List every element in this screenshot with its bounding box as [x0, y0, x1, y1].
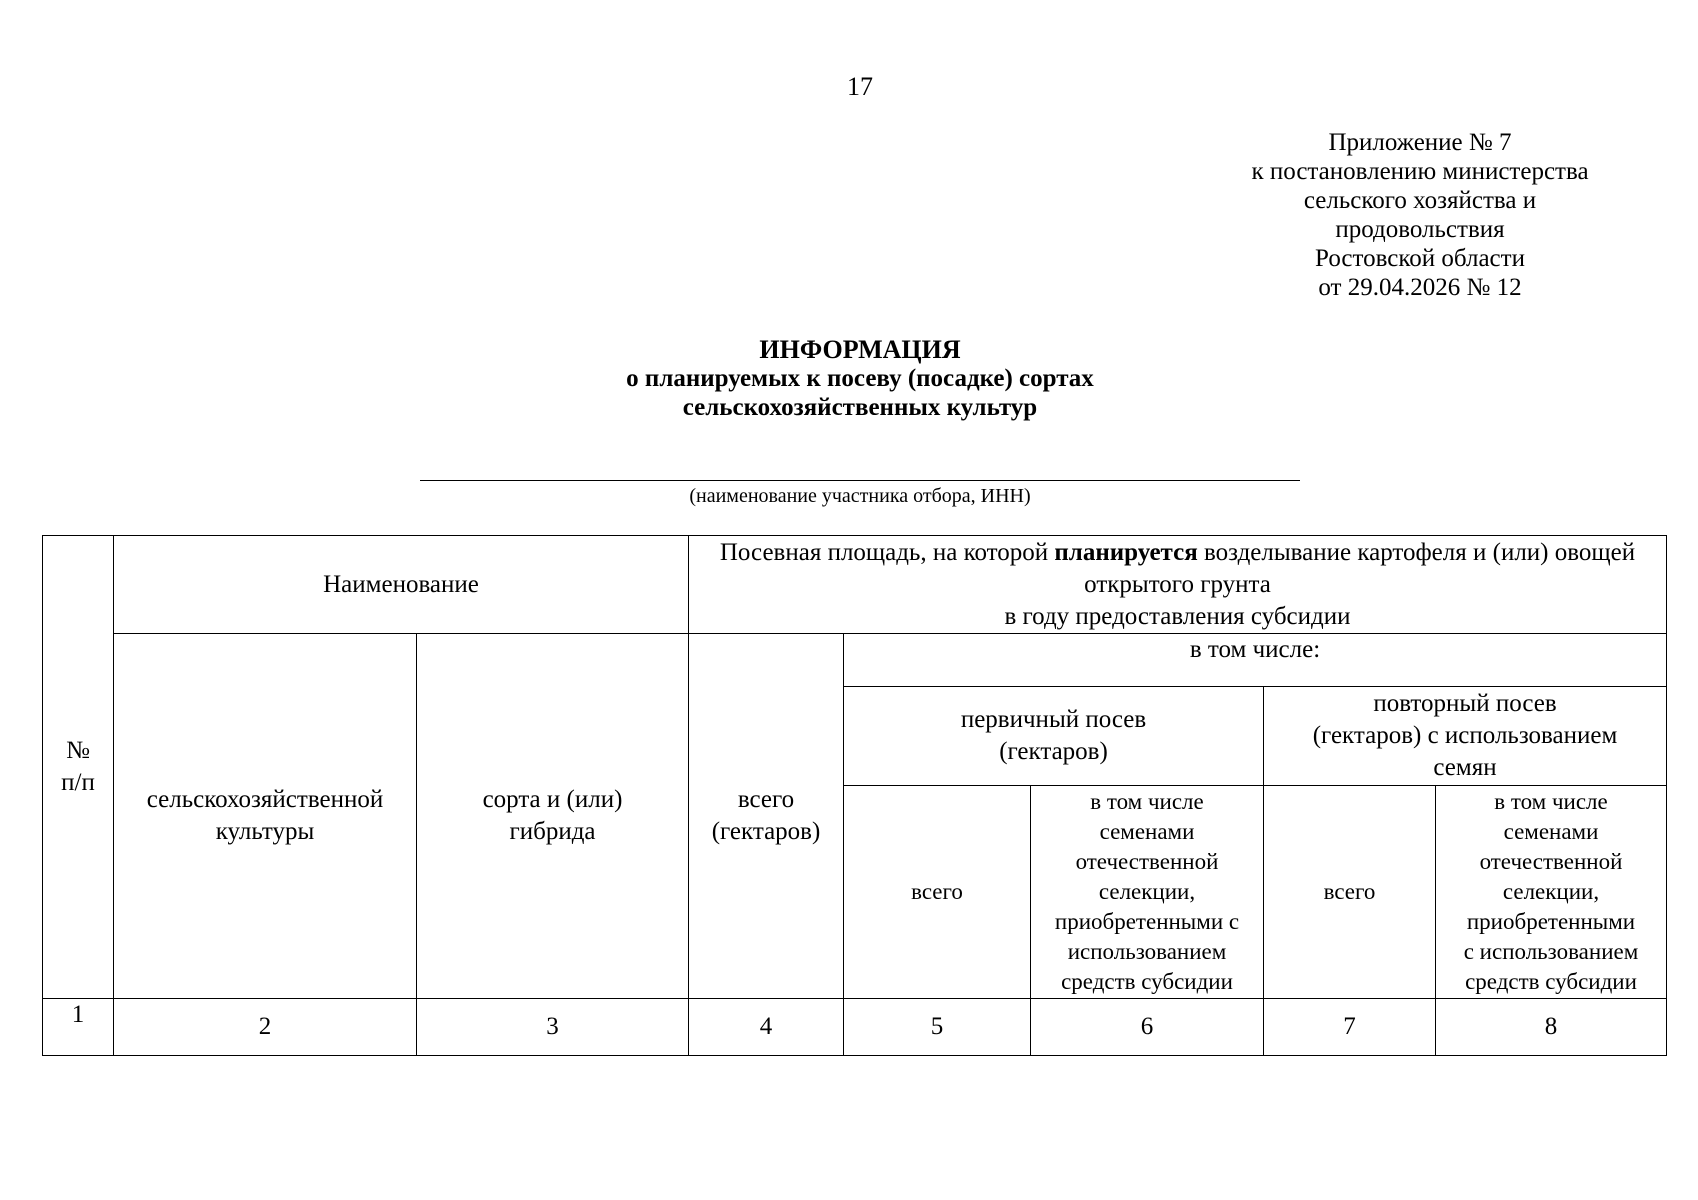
header-domestic-line: семенами: [1099, 819, 1195, 844]
header-total-line: всего: [737, 786, 795, 813]
header-domestic-line: средств субсидии: [1465, 969, 1637, 994]
appendix-line: сельского хозяйства и: [1303, 187, 1537, 214]
header-number: [43, 536, 114, 999]
header-repeat-line: семян: [1433, 754, 1497, 781]
document-title: [0, 335, 1698, 422]
column-number: 8: [1436, 999, 1667, 1056]
header-domestic-line: семенами: [1503, 819, 1599, 844]
header-domestic-line: в том числе: [1090, 789, 1204, 814]
title-main: ИНФОРМАЦИЯ: [759, 335, 961, 364]
header-primary-line: (гектаров): [999, 738, 1108, 765]
header-area-bold: планируется: [1054, 538, 1198, 566]
header-repeat-line: повторный посев: [1373, 690, 1557, 717]
appendix-line: от 29.04.2026 № 12: [1318, 274, 1522, 301]
header-repeat-domestic: [1436, 786, 1667, 999]
appendix-line: продовольствия: [1335, 216, 1505, 243]
header-domestic-line: использованием: [1067, 939, 1227, 964]
column-number: 7: [1264, 999, 1436, 1056]
header-primary-line: первичный посев: [960, 706, 1147, 733]
header-primary-sowing: [844, 687, 1264, 786]
appendix-line: к постановлению министерства: [1251, 158, 1589, 185]
header-repeat-total: всего: [1264, 786, 1436, 999]
header-repeat-line: (гектаров) с использованием: [1312, 722, 1618, 749]
header-culture: [114, 634, 417, 999]
header-domestic-line: приобретенными: [1466, 909, 1636, 934]
title-line: сельскохозяйственных культур: [682, 394, 1038, 421]
column-number: 6: [1031, 999, 1264, 1056]
header-total-line: (гектаров): [711, 818, 821, 845]
header-variety-line: гибрида: [509, 818, 596, 845]
header-total: [689, 634, 844, 999]
header-domestic-line: селекции,: [1502, 879, 1600, 904]
header-sowing-area: [689, 536, 1667, 634]
header-domestic-line: отечественной: [1075, 849, 1219, 874]
header-area-text: Посевная площадь, на которой: [719, 538, 1055, 566]
column-number: 3: [417, 999, 689, 1056]
column-number: 5: [844, 999, 1031, 1056]
header-primary-total: всего: [844, 786, 1031, 999]
column-number: 1: [43, 999, 114, 1056]
planting-info-table: [42, 535, 1667, 1056]
header-domestic-line: в том числе: [1494, 789, 1608, 814]
header-culture-line: культуры: [215, 818, 315, 845]
header-repeat-sowing: [1264, 687, 1667, 786]
header-including: в том числе:: [844, 634, 1667, 687]
header-area-line: [689, 537, 1666, 601]
column-number: 4: [689, 999, 844, 1056]
page-number: 17: [847, 72, 873, 101]
participant-fill-line: [420, 480, 1300, 481]
header-domestic-line: отечественной: [1479, 849, 1623, 874]
participant-caption: (наименование участника отбора, ИНН): [689, 485, 1031, 507]
header-domestic-line: приобретенными с: [1054, 909, 1240, 934]
header-number-line: п/п: [61, 769, 95, 796]
header-domestic-line: средств субсидии: [1061, 969, 1233, 994]
header-culture-line: сельскохозяйственной: [146, 786, 384, 813]
header-area-text: возделывание картофеля и (или) овощей открытого грунта: [1084, 538, 1636, 598]
header-primary-domestic: [1031, 786, 1264, 999]
appendix-line: Ростовской области: [1315, 245, 1525, 272]
header-variety: [417, 634, 689, 999]
appendix-line: Приложение № 7: [1328, 129, 1512, 156]
header-number-line: №: [66, 737, 90, 764]
appendix-block: [1200, 128, 1640, 302]
header-variety-line: сорта и (или): [482, 786, 623, 813]
header-naimenovanie: Наименование: [114, 536, 689, 634]
header-area-line: в году предоставления субсидии: [1004, 602, 1351, 630]
header-domestic-line: с использованием: [1463, 939, 1639, 964]
header-domestic-line: селекции,: [1098, 879, 1196, 904]
title-line: о планируемых к посеву (посадке) сортах: [626, 365, 1094, 392]
column-number: 2: [114, 999, 417, 1056]
